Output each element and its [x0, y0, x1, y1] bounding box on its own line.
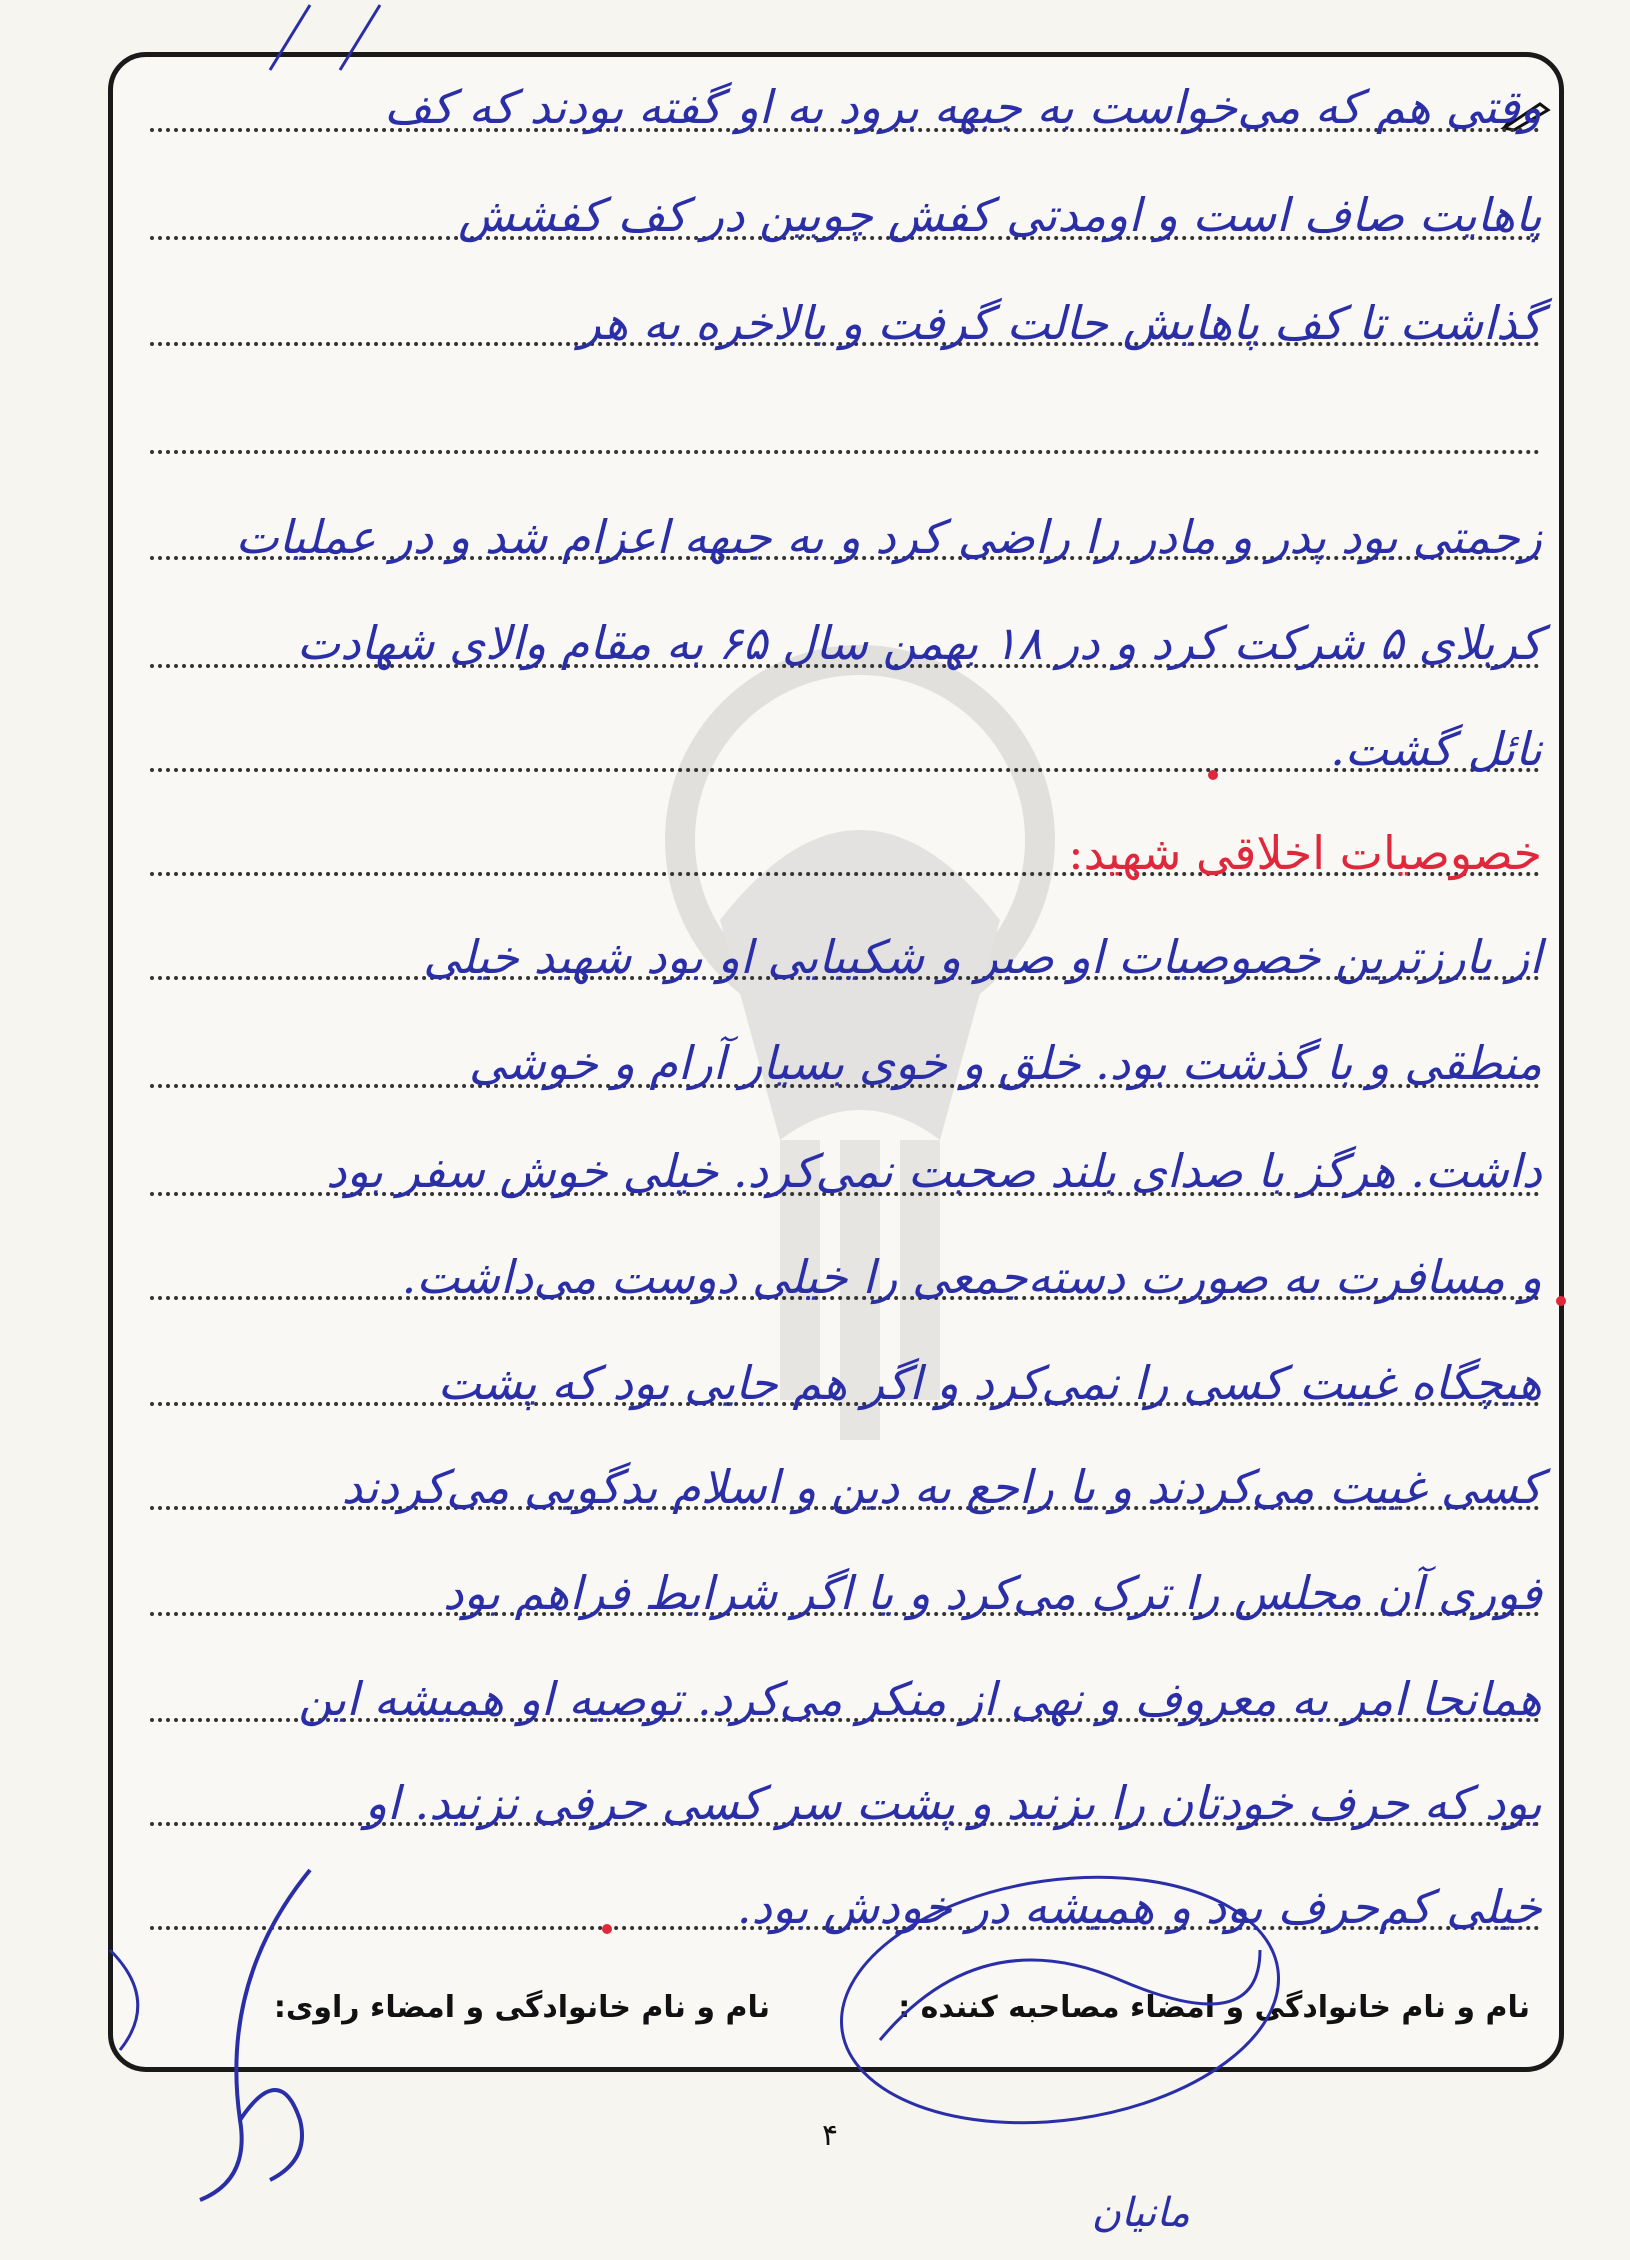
handwritten-line: وقتی هم که می‌خواست به جبهه برود به او گفته بودند که کف [384, 80, 1542, 134]
red-dot-mark [602, 1924, 612, 1934]
handwritten-line: داشت. هرگز با صدای بلند صحبت نمی‌کرد. خیلی خوش سفر بود [325, 1144, 1542, 1198]
handwritten-line: از بارزترین خصوصیات او صبر و شکیبایی او بود شهید خیلی [423, 930, 1542, 984]
red-dot-mark [1208, 770, 1218, 780]
handwritten-line: و مسافرت به صورت دسته‌جمعی را خیلی دوست می‌داشت. [401, 1250, 1542, 1304]
handwritten-line: کسی غیبت می‌کردند و یا راجع به دین و اسلام بدگویی می‌کردند [341, 1460, 1542, 1514]
handwritten-line: خیلی کم‌حرف بود و همیشه در خودش بود. [736, 1880, 1542, 1934]
rule-line [150, 450, 1540, 454]
handwritten-line: بود که حرف خودتان را بزنید و پشت سر کسی حرفی نزنید. او [364, 1776, 1542, 1830]
interviewer-signature-scribble [820, 1860, 1300, 2160]
handwritten-line: نائل گشت. [1330, 722, 1542, 776]
handwritten-line: فوری آن مجلس را ترک می‌کرد و یا اگر شرایط فراهم بود [442, 1566, 1542, 1620]
handwritten-line: منطقی و با گذشت بود. خلق و خوی بسیار آرام و خوشی [468, 1036, 1542, 1090]
handwritten-line: همانجا امر به معروف و نهی از منکر می‌کرد. توصیه او همیشه این [298, 1672, 1542, 1726]
red-dot-mark [1556, 1296, 1566, 1306]
bottom-signature-text: مانیان [1091, 2190, 1190, 2236]
handwritten-line: گذاشت تا کف پاهایش حالت گرفت و بالاخره به هر [578, 296, 1542, 350]
top-scribble [250, 0, 410, 80]
handwritten-line: کربلای ۵ شرکت کرد و در ۱۸ بهمن سال ۶۵ به مقام والای شهادت [296, 616, 1542, 670]
interviewer-signature-label: نام و نام خانوادگی و امضاء مصاحبه کننده : [898, 1990, 1530, 2025]
handwritten-line: زحمتی بود پدر و مادر را راضی کرد و به جبهه اعزام شد و در عملیات [235, 510, 1542, 564]
handwritten-line: هیچگاه غیبت کسی را نمی‌کرد و اگر هم جایی بود که پشت [437, 1356, 1542, 1410]
handwritten-line: پاهایت صاف است و اومدتی کفش چوبین در کف کفشش [458, 188, 1542, 242]
corner-scribble [100, 1940, 220, 2060]
narrator-signature-label: نام و نام خانوادگی و امضاء راوی: [273, 1990, 770, 2025]
section-title: خصوصیات اخلاقی شهید: [1068, 826, 1542, 880]
page-number: ۴ [821, 2118, 839, 2153]
